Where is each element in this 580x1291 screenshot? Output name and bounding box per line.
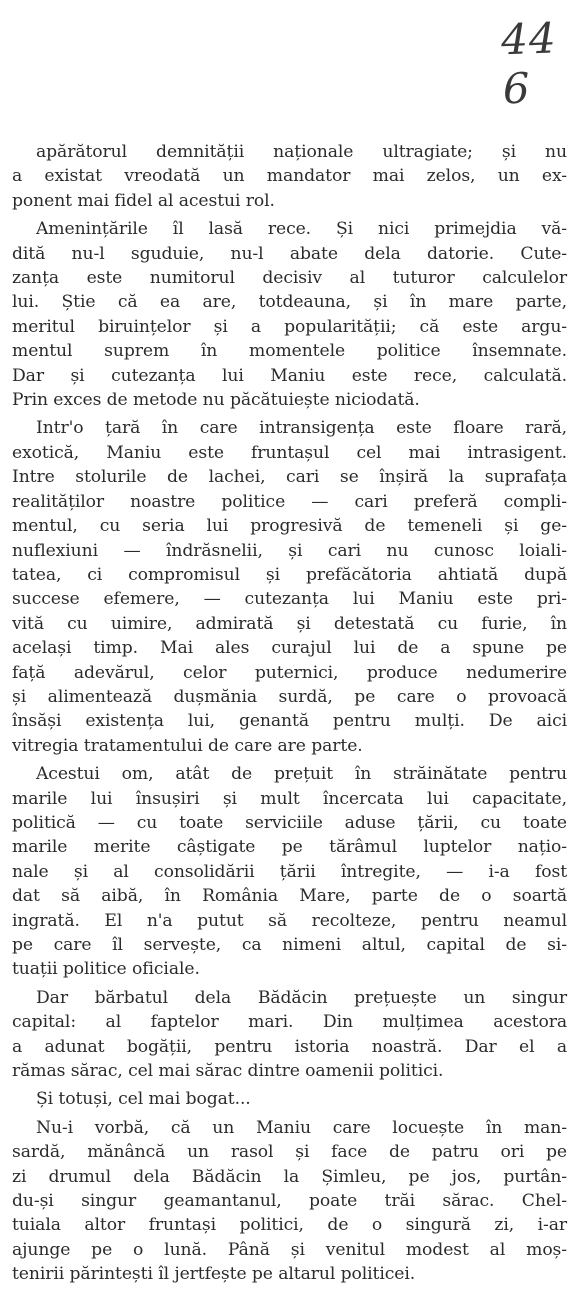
text-line: față adevărul, celor puternici, produce nedumerire	[12, 662, 567, 683]
text-line: Prin exces de metode nu păcătuiește niciodată.	[12, 390, 420, 411]
text-line: și alimentează dușmănia surdă, pe care o provoacă	[12, 686, 567, 707]
text-line: sardă, mănâncă un rasol și face de patru ori pe	[12, 1142, 567, 1163]
text-line: pe care îl servește, ca nimeni altul, capital de si-	[12, 935, 567, 955]
paragraph	[12, 140, 567, 213]
paragraph	[12, 1087, 567, 1111]
text-line: Intr'o țară în care intransigența este floare rară,	[36, 418, 567, 439]
text-line: Intre stolurile de lachei, cari se înșiră la suprafața	[12, 467, 567, 488]
paragraph	[12, 986, 567, 1084]
text-line: același timp. Mai ales curajul lui de a spune pe	[12, 638, 567, 659]
text-line: Dar bărbatul dela Bădăcin prețuește un singur	[36, 987, 567, 1008]
text-line: mentul suprem în momentele politice însemnate.	[12, 341, 567, 362]
text-line: marile merite câștigate pe tărâmul luptelor națio-	[12, 837, 567, 858]
text-line: tatea, ci compromisul și prefăcătoria ahtiată după	[12, 564, 567, 585]
text-line: a adunat bogății, pentru istoria noastră. Dar el a	[12, 1036, 567, 1057]
text-line: du-și singur geamantanul, poate trăi sărac. Chel-	[12, 1191, 567, 1212]
text-line: tuiala altor fruntași politici, de o singură zi, i-ar	[12, 1215, 567, 1236]
text-line: lui. Știe că ea are, totdeauna, și în mare parte,	[12, 292, 567, 313]
text-line: ingrată. El n'a putut să recolteze, pentru neamul	[12, 910, 567, 931]
text-line: Amenințările îl lasă rece. Și nici primejdia vă-	[36, 219, 567, 240]
text-line: tuații politice oficiale.	[12, 959, 200, 980]
text-line: capital: al faptelor mari. Din mulțimea acestora	[12, 1012, 567, 1033]
paragraph	[12, 1116, 567, 1287]
text-line: vitregia tratamentului de care are parte.	[12, 735, 363, 756]
text-line: nale și al consolidării țării întregite, — i-a fost	[12, 861, 567, 882]
text-line: zi drumul dela Bădăcin la Șimleu, pe jos, purtân-	[12, 1166, 567, 1187]
text-line: Dar și cutezanța lui Maniu este rece, calculată.	[12, 365, 567, 386]
text-line: apărătorul demnității naționale ultragiate; și nu	[36, 142, 567, 162]
text-line: a existat vreodată un mandator mai zelos, un ex-	[12, 166, 567, 187]
text-line: nuflexiuni — îndrăsnelii, și cari nu cunosc loiali-	[12, 540, 567, 561]
text-line: ponent mai fidel al acestui rol.	[12, 190, 275, 211]
text-line: mentul, cu seria lui progresivă de temeneli și ge-	[12, 516, 567, 537]
text-line: succese efemere, — cutezanța lui Maniu este pri-	[12, 589, 567, 610]
text-line: însăși existența lui, genantă pentru mulți. De aici	[12, 711, 567, 732]
text-line: rămas sărac, cel mai sărac dintre oamenii politici.	[12, 1061, 444, 1082]
article-text	[12, 140, 567, 1291]
page-number: 44 6	[500, 13, 558, 114]
paragraph	[12, 416, 567, 758]
text-line: marile lui însușiri și mult încercata lui capacitate,	[12, 788, 567, 809]
text-line: meritul biruințelor și a popularității; că este argu-	[12, 316, 567, 337]
text-line: tenirii părintești îl jertfește pe altarul politicei.	[12, 1264, 416, 1285]
text-line: politică — cu toate serviciile aduse țării, cu toate	[12, 812, 567, 833]
paragraph	[12, 762, 567, 982]
paragraph	[12, 217, 567, 412]
text-line: Și totuși, cel mai bogat...	[36, 1089, 251, 1110]
text-line: ajunge pe o lună. Până și venitul modest al moș-	[12, 1239, 567, 1260]
text-line: Acestui om, atât de prețuit în străinătate pentru	[36, 764, 567, 785]
text-line: vită cu uimire, admirată și detestată cu furie, în	[12, 613, 567, 634]
text-line: dită nu-l sguduie, nu-l abate dela datorie. Cute-	[12, 243, 567, 264]
text-line: zanța este numitorul decisiv al tuturor calculelor	[12, 268, 567, 289]
text-line: Nu-i vorbă, că un Maniu care locuește în man-	[36, 1117, 567, 1138]
text-line: realităților noastre politice — cari preferă compli-	[12, 491, 567, 512]
text-line: dat să aibă, în România Mare, parte de o soartă	[12, 886, 567, 907]
text-line: exotică, Maniu este fruntașul cel mai intrasigent.	[12, 442, 567, 463]
